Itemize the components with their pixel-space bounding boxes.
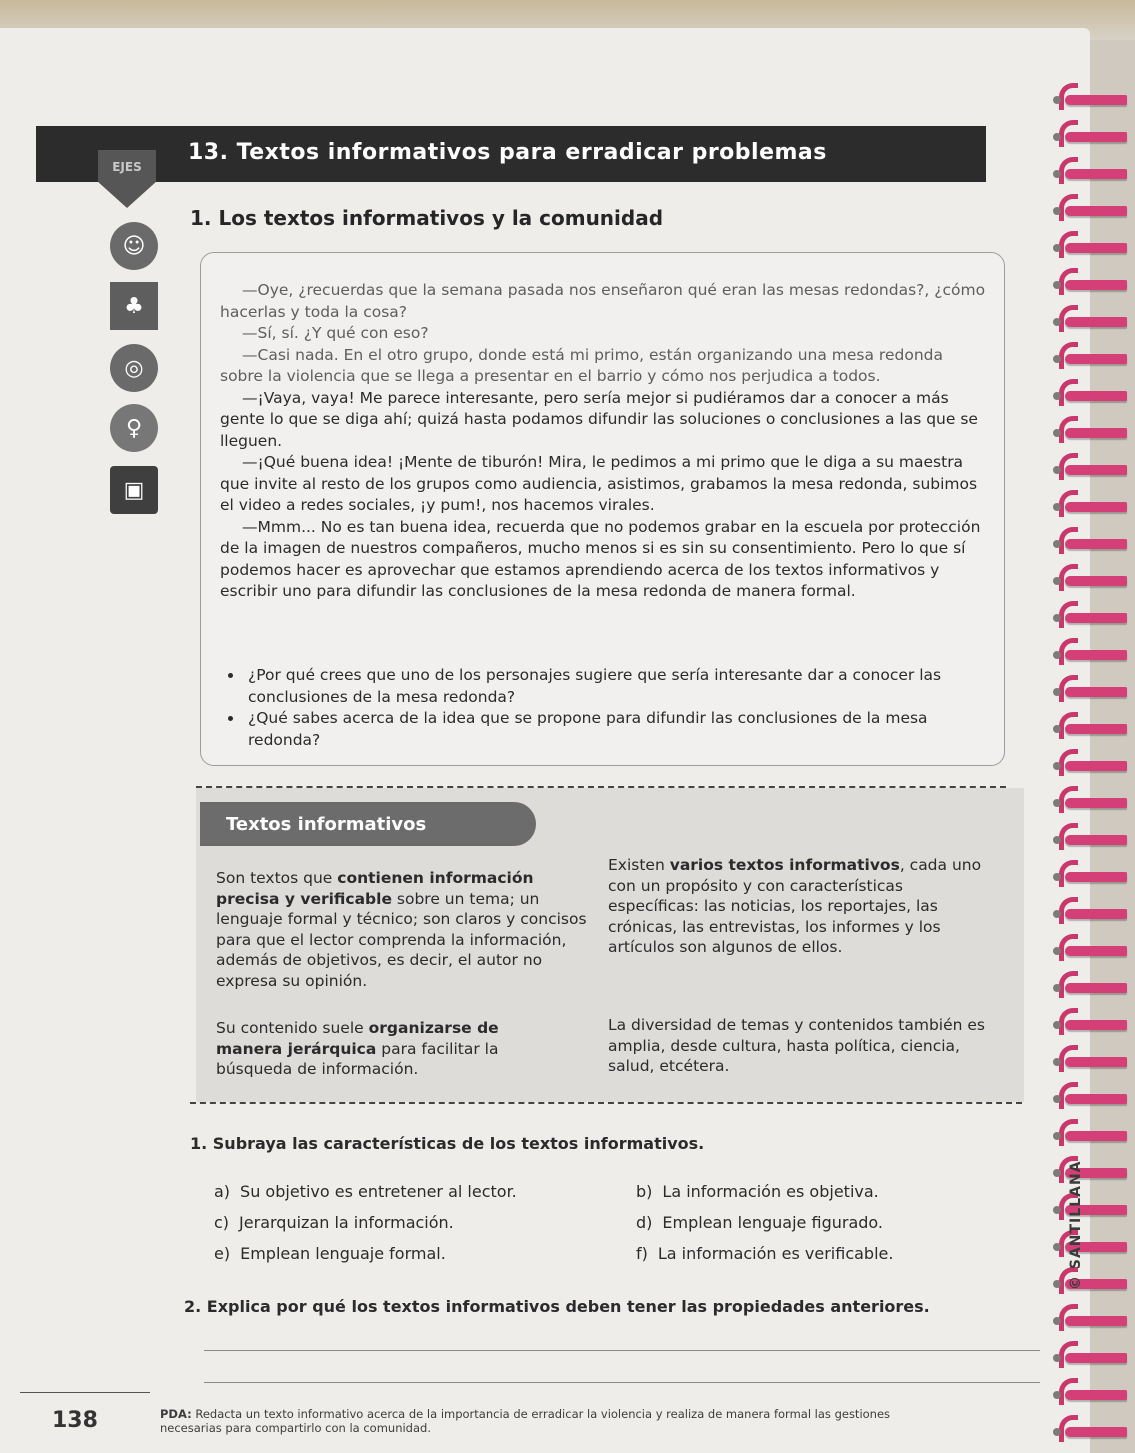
binding-hole <box>1053 1280 1061 1288</box>
option-letter: c) <box>214 1213 230 1232</box>
binding-ring <box>1065 465 1127 475</box>
binding-ring <box>1065 354 1127 364</box>
option-f[interactable] <box>636 1244 893 1263</box>
binding-ring <box>1065 724 1127 734</box>
divider <box>196 786 1006 788</box>
info-paragraph <box>216 868 591 991</box>
binding-hole <box>1053 1132 1061 1140</box>
reflection-question: ¿Qué sabes acerca de la idea que se propone para difundir las conclusiones de la mesa redonda? <box>222 708 982 751</box>
binding-hole <box>1053 1243 1061 1251</box>
emphasis: varios textos informativos <box>669 856 900 874</box>
binding-hole <box>1053 466 1061 474</box>
option-letter: a) <box>214 1182 231 1201</box>
binding-ring <box>1065 317 1127 327</box>
binding-hole <box>1053 244 1061 252</box>
dialogue-line: —Sí, sí. ¿Y qué con eso? <box>242 324 429 342</box>
binding-ring <box>1065 539 1127 549</box>
text: sobre un tema; un lenguaje formal y técnico; son claros y concisos para que el lector comprenda la información, además de objetivos, es decir, el autor no expresa su opinión. <box>216 889 587 990</box>
binding-hole <box>1053 614 1061 622</box>
option-text: Su objetivo es entretener al lector. <box>240 1182 517 1201</box>
binding-ring <box>1065 650 1127 660</box>
binding-hole <box>1053 429 1061 437</box>
exercise-2-prompt: 2. Explica por qué los textos informativos deben tener las propiedades anteriores. <box>184 1297 930 1316</box>
binding-hole <box>1053 799 1061 807</box>
text: para facilitar la búsqueda de información. <box>216 1039 499 1078</box>
option-letter: d) <box>636 1213 653 1232</box>
dialogue-text <box>220 280 990 603</box>
info-title: Textos informativos <box>226 814 427 835</box>
text: , cada uno con un propósito y con características específicas: las noticias, los reportajes, las crónicas, las entrevistas, los informes y los artículos son algunos de ellos. <box>608 856 982 956</box>
binding-ring <box>1065 502 1127 512</box>
binding-hole <box>1053 1058 1061 1066</box>
binding-hole <box>1053 1095 1061 1103</box>
binding-hole <box>1053 503 1061 511</box>
pda-label: PDA: <box>160 1407 192 1421</box>
people-icon: ♣ <box>110 282 158 330</box>
unit-title: 13. Textos informativos para erradicar problemas <box>188 140 827 165</box>
binding-hole <box>1053 540 1061 548</box>
binding-hole <box>1053 688 1061 696</box>
option-text: La información es objetiva. <box>662 1182 879 1201</box>
option-letter: e) <box>214 1244 231 1263</box>
binding-hole <box>1053 281 1061 289</box>
binding-ring <box>1065 280 1127 290</box>
publisher-credit: © SANTILLANA <box>1068 1160 1084 1290</box>
binding-ring <box>1065 835 1127 845</box>
text: Son textos que <box>216 869 338 887</box>
option-letter: f) <box>636 1244 648 1263</box>
pda-text: Redacta un texto informativo acerca de la importancia de erradicar la violencia y realiza de manera formal las gestiones necesarias para compartirlo con la comunidad. <box>160 1407 891 1435</box>
dialogue-line: —Mmm... No es tan buena idea, recuerda que no podemos grabar en la escuela por protección de la imagen de nuestros compañeros, mucho menos si es sin su consentimiento. Pero lo que sí podemos hacer es aprovechar que estamos aprendiendo acerca de los textos informativos y escribir uno para difundir las conclusiones de la mesa redonda de manera formal. <box>220 517 981 600</box>
globe-icon: ◎ <box>110 344 158 392</box>
binding-hole <box>1053 651 1061 659</box>
option-letter: b) <box>636 1182 653 1201</box>
binding-ring <box>1065 391 1127 401</box>
info-paragraph <box>608 1015 993 1077</box>
binding-ring <box>1065 1020 1127 1030</box>
text: Su contenido suele <box>216 1019 369 1037</box>
face-icon: ☺ <box>110 222 158 270</box>
binding-hole <box>1053 1021 1061 1029</box>
binding-ring <box>1065 687 1127 697</box>
exercise-1-prompt: 1. Subraya las características de los textos informativos. <box>190 1134 705 1153</box>
option-a[interactable] <box>214 1182 517 1201</box>
binding-hole <box>1053 355 1061 363</box>
binding-ring <box>1065 243 1127 253</box>
answer-line[interactable] <box>204 1382 1040 1383</box>
binding-ring <box>1065 1094 1127 1104</box>
binding-hole <box>1053 96 1061 104</box>
binding-hole <box>1053 170 1061 178</box>
dialogue-line: —Casi nada. En el otro grupo, donde está mi primo, están organizando una mesa redonda sobre la violencia que se llega a presentar en el barrio y cómo nos perjudica a todos. <box>220 345 943 385</box>
binding-ring <box>1065 1390 1127 1400</box>
binding-hole <box>1053 392 1061 400</box>
dialogue-line: —Oye, ¿recuerdas que la semana pasada nos enseñaron qué eran las mesas redondas?, ¿cómo hacerlas y toda la cosa? <box>220 281 986 321</box>
option-text: La información es verificable. <box>657 1244 894 1263</box>
option-text: Emplean lenguaje figurado. <box>662 1213 883 1232</box>
binding-ring <box>1065 613 1127 623</box>
binding-hole <box>1053 1428 1061 1436</box>
binding-ring <box>1065 909 1127 919</box>
option-e[interactable] <box>214 1244 446 1263</box>
binding-ring <box>1065 798 1127 808</box>
binding-ring <box>1065 576 1127 586</box>
binding-ring <box>1065 206 1127 216</box>
reflection-question: ¿Por qué crees que uno de los personajes sugiere que sería interesante dar a conocer las conclusiones de la mesa redonda? <box>222 665 982 708</box>
lightbulb-icon: ♀ <box>110 404 158 452</box>
footer-divider <box>20 1392 150 1393</box>
option-c[interactable] <box>214 1213 454 1232</box>
spiral-binding <box>1040 40 1135 1453</box>
section-title: 1. Los textos informativos y la comunidad <box>190 206 664 230</box>
binding-ring <box>1065 1427 1127 1437</box>
binding-hole <box>1053 1317 1061 1325</box>
binding-hole <box>1053 577 1061 585</box>
binding-ring <box>1065 1353 1127 1363</box>
binding-hole <box>1053 133 1061 141</box>
binding-hole <box>1053 1206 1061 1214</box>
book-icon: ▣ <box>110 466 158 514</box>
option-text: Jerarquizan la información. <box>239 1213 454 1232</box>
binding-ring <box>1065 428 1127 438</box>
info-paragraph <box>216 1018 556 1080</box>
binding-hole <box>1053 1169 1061 1177</box>
dialogue-line: —¡Vaya, vaya! Me parece interesante, pero sería mejor si pudiéramos dar a conocer a más gente lo que se diga ahí; quizá hasta podamos difundir las soluciones o conclusiones a las que se lleguen. <box>220 388 978 450</box>
binding-hole <box>1053 910 1061 918</box>
binding-ring <box>1065 1316 1127 1326</box>
binding-ring <box>1065 946 1127 956</box>
binding-ring <box>1065 132 1127 142</box>
reflection-questions <box>222 665 982 751</box>
binding-hole <box>1053 836 1061 844</box>
binding-hole <box>1053 873 1061 881</box>
option-text: Emplean lenguaje formal. <box>240 1244 446 1263</box>
emphasis: organizarse de manera jerárquica <box>216 1019 499 1058</box>
binding-hole <box>1053 1354 1061 1362</box>
divider <box>190 1102 1022 1104</box>
binding-ring <box>1065 1131 1127 1141</box>
binding-hole <box>1053 725 1061 733</box>
binding-ring <box>1065 872 1127 882</box>
binding-hole <box>1053 984 1061 992</box>
binding-hole <box>1053 1391 1061 1399</box>
text: La diversidad de temas y contenidos también es amplia, desde cultura, hasta política, ciencia, salud, etcétera. <box>608 1016 986 1075</box>
binding-hole <box>1053 947 1061 955</box>
page-number: 138 <box>52 1408 98 1433</box>
binding-hole <box>1053 318 1061 326</box>
binding-ring <box>1065 761 1127 771</box>
emphasis: contienen información precisa y verificable <box>216 869 534 908</box>
binding-ring <box>1065 983 1127 993</box>
binding-ring <box>1065 95 1127 105</box>
axis-label: EJES <box>112 160 142 174</box>
option-d[interactable] <box>636 1213 883 1232</box>
option-b[interactable] <box>636 1182 879 1201</box>
answer-line[interactable] <box>204 1350 1040 1351</box>
dialogue-line: —¡Qué buena idea! ¡Mente de tiburón! Mira, le pedimos a mi primo que le diga a su maestra que invite al resto de los grupos como audiencia, asistimos, grabamos la mesa redonda, subimos el video a redes sociales, ¡y pum!, nos hacemos virales. <box>220 453 978 514</box>
pda-note <box>160 1407 920 1435</box>
binding-hole <box>1053 207 1061 215</box>
binding-ring <box>1065 1057 1127 1067</box>
text: Existen <box>608 856 670 874</box>
binding-ring <box>1065 169 1127 179</box>
binding-hole <box>1053 762 1061 770</box>
info-paragraph <box>608 855 993 958</box>
